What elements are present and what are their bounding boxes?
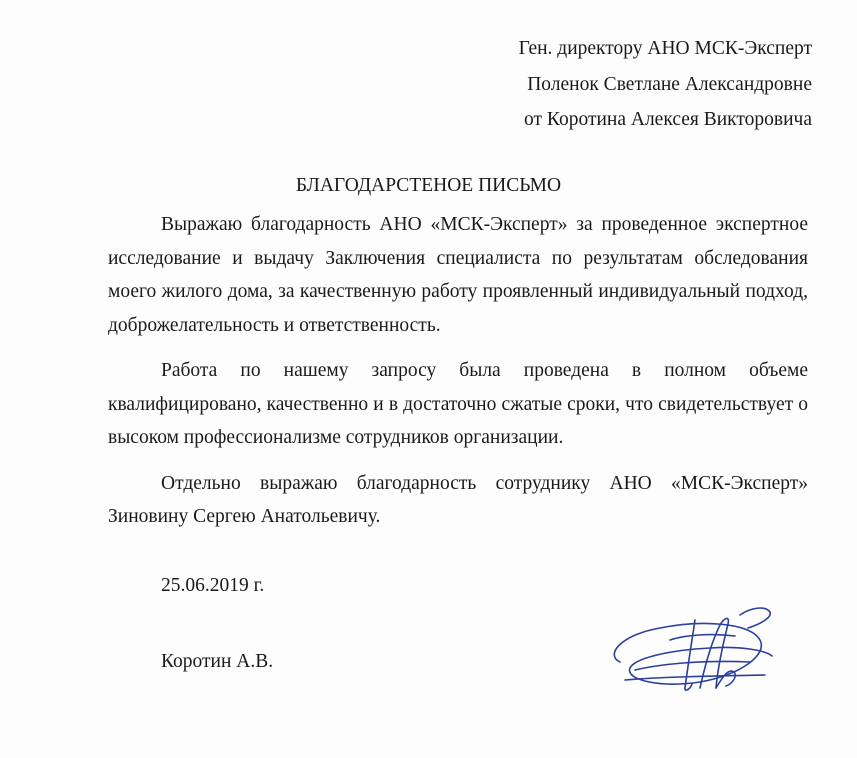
signer-name: Коротин А.В. (161, 651, 274, 672)
paragraph-work-quality: Работа по нашему запросу была проведена в полном объеме квалифицировано, качественно и в достаточно сжатые сроки, что свидетельствует о высоком профессионализме сотрудников организации. (108, 360, 808, 448)
addressee-block (519, 31, 812, 138)
signature-icon (600, 600, 780, 700)
letter-body (108, 208, 808, 546)
letter-date: 25.06.2019 г. (161, 575, 265, 596)
letter-title: БЛАГОДАРСТЕНОЕ ПИСЬМО (295, 175, 562, 196)
paragraph-gratitude: Выражаю благодарность АНО «МСК-Эксперт» за проведенное экспертное исследование и выдачу Заключения специалиста по результатам обследования моего жилого дома, за качественную работу проявленный индивидуальный подход, доброжелательность и ответственность. (108, 214, 808, 336)
paragraph-employee-thanks: Отдельно выражаю благодарность сотруднику АНО «МСК-Эксперт» Зиновину Сергею Анатольевичу. (108, 472, 808, 527)
addressee-position: Ген. директору АНО МСК-Эксперт (518, 38, 812, 59)
addressee-name: Поленок Светлане Александровне (527, 73, 812, 95)
sender-name: от Коротина Алексея Викторовича (524, 109, 812, 130)
handwritten-signature (600, 600, 780, 700)
